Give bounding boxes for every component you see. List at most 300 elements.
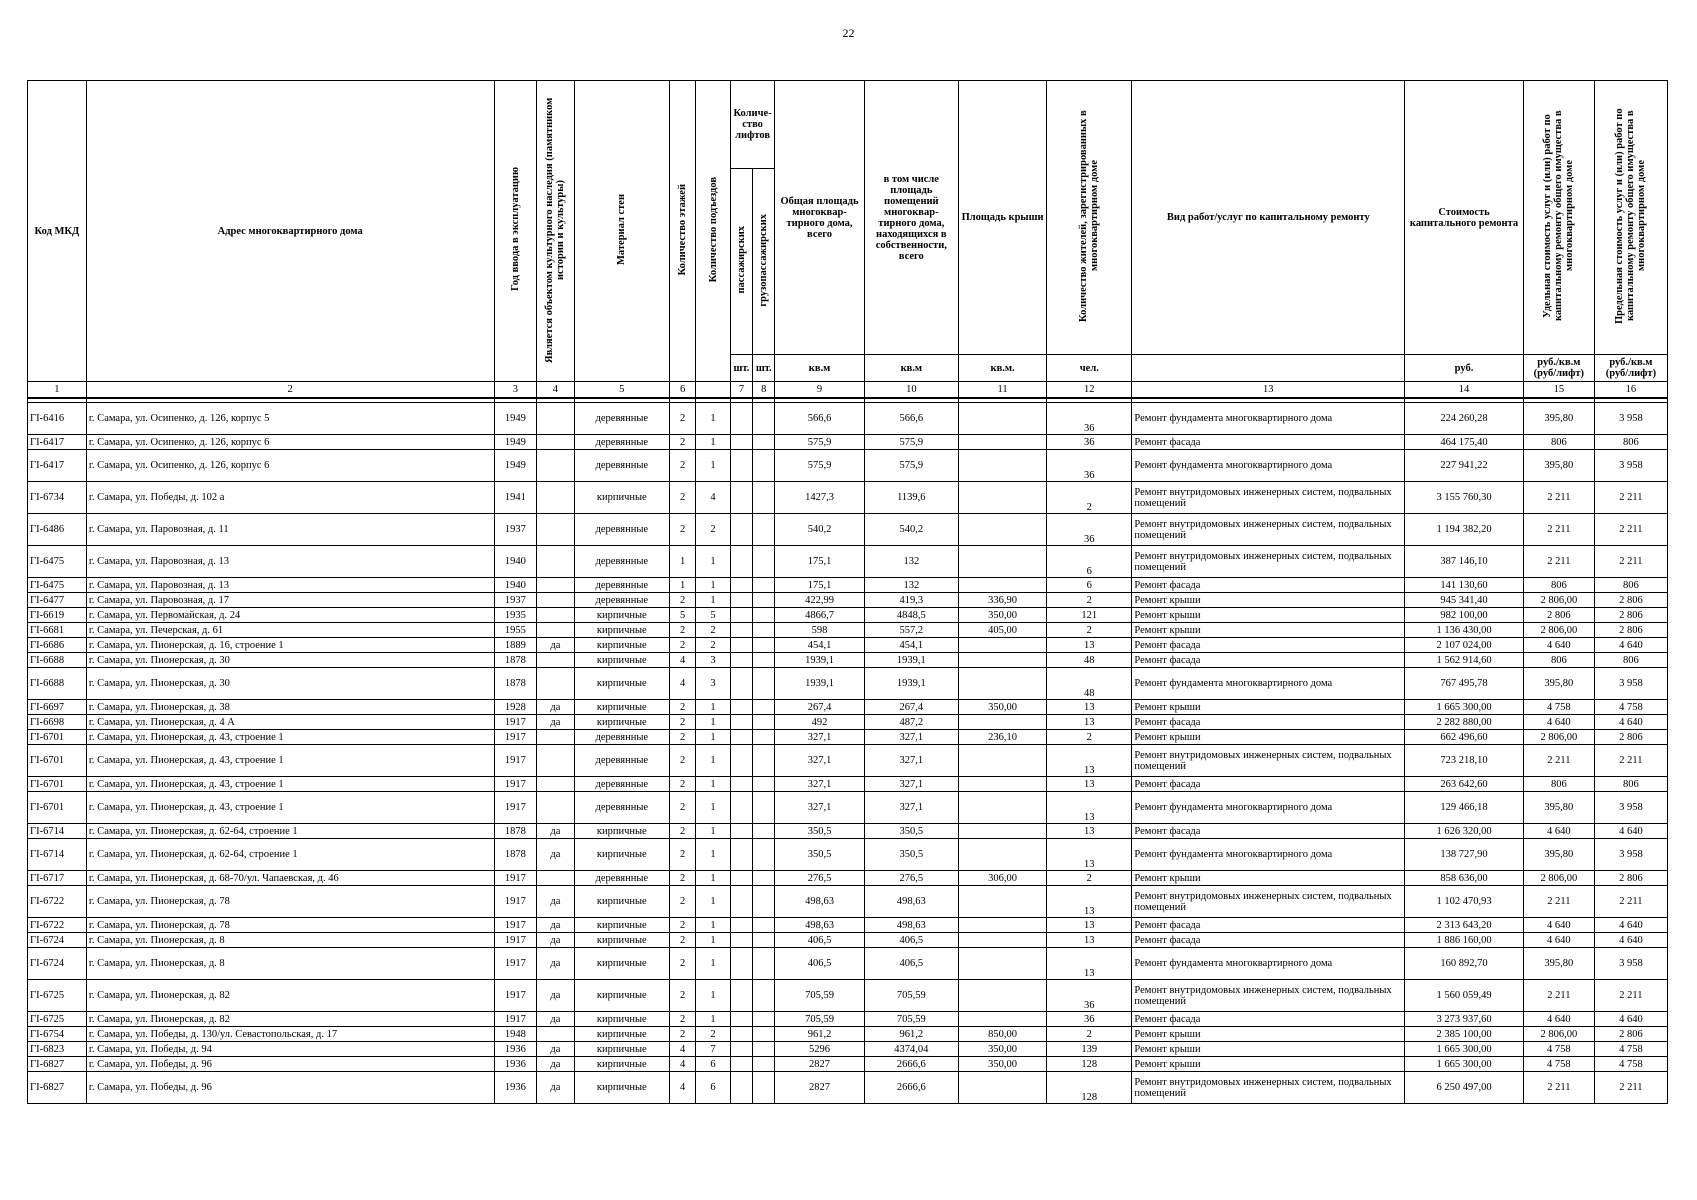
cell-freight-lifts: [753, 593, 775, 608]
cell-material: кирпичные: [574, 623, 669, 638]
column-number: 13: [1132, 382, 1405, 399]
cell-residents: 48: [1047, 653, 1132, 668]
cell-unit-cost: 4 758: [1523, 1057, 1594, 1072]
cell-material: деревянные: [574, 450, 669, 482]
cell-entrances: 5: [696, 608, 730, 623]
cell-cost: 767 495,78: [1405, 668, 1524, 700]
cell-total-area: 540,2: [775, 514, 864, 546]
cell-passenger-lifts: [730, 933, 752, 948]
cell-owned-area: 2666,6: [864, 1072, 958, 1104]
cell-address: г. Самара, ул. Осипенко, д. 126, корпус 5: [86, 403, 494, 435]
cell-roof-area: 350,00: [958, 608, 1046, 623]
table-row: [28, 700, 1668, 715]
cell-cost: 1 665 300,00: [1405, 700, 1524, 715]
cell-owned-area: 961,2: [864, 1027, 958, 1042]
cell-material: деревянные: [574, 730, 669, 745]
cell-unit-cost: 4 758: [1523, 1042, 1594, 1057]
cell-code: ГI-6724: [28, 948, 87, 980]
cell-limit-cost: 3 958: [1594, 948, 1667, 980]
cell-work-type: Ремонт крыши: [1132, 871, 1405, 886]
cell-freight-lifts: [753, 980, 775, 1012]
cell-code: ГI-6688: [28, 668, 87, 700]
cell-address: г. Самара, ул. Паровозная, д. 13: [86, 546, 494, 578]
cell-total-area: 406,5: [775, 948, 864, 980]
cell-heritage: [537, 623, 575, 638]
cell-total-area: 498,63: [775, 886, 864, 918]
cell-work-type: Ремонт фасада: [1132, 1012, 1405, 1027]
cell-code: ГI-6688: [28, 653, 87, 668]
header-code: Код МКД: [28, 81, 87, 382]
cell-heritage: да: [537, 1012, 575, 1027]
cell-floors: 4: [669, 1042, 695, 1057]
cell-material: деревянные: [574, 871, 669, 886]
unit-roof-area: кв.м.: [958, 355, 1046, 382]
cell-work-type: Ремонт фундамента многоквартирного дома: [1132, 839, 1405, 871]
cell-passenger-lifts: [730, 623, 752, 638]
cell-year: 1878: [494, 668, 537, 700]
cell-cost: 1 665 300,00: [1405, 1057, 1524, 1072]
cell-passenger-lifts: [730, 700, 752, 715]
cell-limit-cost: 3 958: [1594, 839, 1667, 871]
cell-total-area: 2827: [775, 1057, 864, 1072]
cell-freight-lifts: [753, 730, 775, 745]
cell-address: г. Самара, ул. Пионерская, д. 78: [86, 886, 494, 918]
cell-passenger-lifts: [730, 482, 752, 514]
cell-unit-cost: 2 211: [1523, 546, 1594, 578]
cell-freight-lifts: [753, 700, 775, 715]
cell-roof-area: [958, 839, 1046, 871]
cell-total-area: 350,5: [775, 824, 864, 839]
cell-entrances: 1: [696, 871, 730, 886]
cell-address: г. Самара, ул. Победы, д. 130/ул. Севастопольская, д. 17: [86, 1027, 494, 1042]
cell-heritage: да: [537, 886, 575, 918]
cell-work-type: Ремонт крыши: [1132, 1057, 1405, 1072]
cell-owned-area: 132: [864, 546, 958, 578]
cell-freight-lifts: [753, 715, 775, 730]
cell-residents: 2: [1047, 482, 1132, 514]
cell-work-type: Ремонт крыши: [1132, 593, 1405, 608]
cell-address: г. Самара, ул. Победы, д. 96: [86, 1072, 494, 1104]
header-roof-area: Площадь крыши: [958, 81, 1046, 355]
cell-owned-area: 1939,1: [864, 653, 958, 668]
cell-cost: 387 146,10: [1405, 546, 1524, 578]
cell-material: деревянные: [574, 745, 669, 777]
cell-total-area: 350,5: [775, 839, 864, 871]
cell-entrances: 2: [696, 1027, 730, 1042]
table-row: [28, 918, 1668, 933]
table-row: [28, 948, 1668, 980]
cell-total-area: 267,4: [775, 700, 864, 715]
cell-cost: 1 102 470,93: [1405, 886, 1524, 918]
cell-freight-lifts: [753, 578, 775, 593]
table-row: [28, 745, 1668, 777]
cell-limit-cost: 4 758: [1594, 700, 1667, 715]
cell-entrances: 1: [696, 403, 730, 435]
cell-passenger-lifts: [730, 1072, 752, 1104]
cell-material: кирпичные: [574, 886, 669, 918]
cell-material: кирпичные: [574, 1042, 669, 1057]
column-number: 9: [775, 382, 864, 399]
cell-passenger-lifts: [730, 948, 752, 980]
cell-entrances: 2: [696, 638, 730, 653]
cell-freight-lifts: [753, 450, 775, 482]
cell-year: 1917: [494, 948, 537, 980]
cell-unit-cost: 2 211: [1523, 482, 1594, 514]
cell-owned-area: 132: [864, 578, 958, 593]
cell-code: ГI-6724: [28, 933, 87, 948]
cell-limit-cost: 806: [1594, 777, 1667, 792]
cell-unit-cost: 395,80: [1523, 948, 1594, 980]
cell-year: 1917: [494, 886, 537, 918]
cell-cost: 1 136 430,00: [1405, 623, 1524, 638]
cell-freight-lifts: [753, 933, 775, 948]
unit-residents: чел.: [1047, 355, 1132, 382]
cell-work-type: Ремонт крыши: [1132, 700, 1405, 715]
cell-owned-area: 4374,04: [864, 1042, 958, 1057]
cell-owned-area: 327,1: [864, 792, 958, 824]
cell-limit-cost: 3 958: [1594, 403, 1667, 435]
cell-passenger-lifts: [730, 435, 752, 450]
cell-heritage: да: [537, 700, 575, 715]
cell-work-type: Ремонт фасада: [1132, 715, 1405, 730]
cell-material: деревянные: [574, 578, 669, 593]
unit-limit-cost: руб./кв.м (руб/лифт): [1594, 355, 1667, 382]
table-row: [28, 886, 1668, 918]
cell-roof-area: [958, 638, 1046, 653]
cell-passenger-lifts: [730, 608, 752, 623]
cell-passenger-lifts: [730, 514, 752, 546]
cell-material: кирпичные: [574, 668, 669, 700]
column-number: 2: [86, 382, 494, 399]
cell-heritage: [537, 777, 575, 792]
cell-year: 1917: [494, 730, 537, 745]
cell-floors: 2: [669, 435, 695, 450]
cell-unit-cost: 2 211: [1523, 745, 1594, 777]
cell-total-area: 498,63: [775, 918, 864, 933]
cell-material: кирпичные: [574, 1027, 669, 1042]
table-row: [28, 608, 1668, 623]
cell-roof-area: [958, 886, 1046, 918]
cell-year: 1917: [494, 777, 537, 792]
cell-unit-cost: 4 758: [1523, 700, 1594, 715]
cell-entrances: 1: [696, 792, 730, 824]
cell-material: кирпичные: [574, 1057, 669, 1072]
unit-cost: руб.: [1405, 355, 1524, 382]
cell-roof-area: 405,00: [958, 623, 1046, 638]
cell-code: ГI-6722: [28, 918, 87, 933]
cell-total-area: 327,1: [775, 730, 864, 745]
cell-passenger-lifts: [730, 839, 752, 871]
cell-work-type: Ремонт крыши: [1132, 730, 1405, 745]
cell-total-area: 175,1: [775, 578, 864, 593]
cell-year: 1948: [494, 1027, 537, 1042]
cell-total-area: 175,1: [775, 546, 864, 578]
cell-work-type: Ремонт фундамента многоквартирного дома: [1132, 668, 1405, 700]
cell-address: г. Самара, ул. Пионерская, д. 43, строение 1: [86, 792, 494, 824]
cell-address: г. Самара, ул. Пионерская, д. 62-64, строение 1: [86, 839, 494, 871]
cell-code: ГI-6734: [28, 482, 87, 514]
cell-roof-area: 336,90: [958, 593, 1046, 608]
cell-heritage: да: [537, 839, 575, 871]
cell-roof-area: [958, 948, 1046, 980]
cell-freight-lifts: [753, 1042, 775, 1057]
cell-entrances: 1: [696, 839, 730, 871]
cell-cost: 141 130,60: [1405, 578, 1524, 593]
cell-heritage: [537, 792, 575, 824]
cell-heritage: [537, 514, 575, 546]
cell-material: кирпичные: [574, 700, 669, 715]
header-work-type: Вид работ/услуг по капитальному ремонту: [1132, 81, 1405, 355]
table-row: [28, 638, 1668, 653]
cell-floors: 4: [669, 1057, 695, 1072]
cell-residents: 2: [1047, 730, 1132, 745]
cell-limit-cost: 2 211: [1594, 886, 1667, 918]
cell-owned-area: 498,63: [864, 886, 958, 918]
cell-passenger-lifts: [730, 980, 752, 1012]
cell-entrances: 1: [696, 948, 730, 980]
cell-cost: 1 626 320,00: [1405, 824, 1524, 839]
cell-entrances: 1: [696, 715, 730, 730]
table-row: [28, 435, 1668, 450]
cell-heritage: да: [537, 1042, 575, 1057]
table-row: [28, 792, 1668, 824]
cell-material: кирпичные: [574, 482, 669, 514]
cell-unit-cost: 2 806,00: [1523, 871, 1594, 886]
column-number: 1: [28, 382, 87, 399]
cell-year: 1917: [494, 715, 537, 730]
cell-year: 1949: [494, 450, 537, 482]
cell-roof-area: [958, 792, 1046, 824]
cell-passenger-lifts: [730, 1057, 752, 1072]
cell-heritage: [537, 450, 575, 482]
column-number: 7: [730, 382, 752, 399]
cell-unit-cost: 806: [1523, 435, 1594, 450]
cell-residents: 2: [1047, 871, 1132, 886]
cell-limit-cost: 2 211: [1594, 514, 1667, 546]
header-entrances: Количество подъездов: [696, 81, 730, 382]
header-address: Адрес многоквартирного дома: [86, 81, 494, 382]
cell-code: ГI-6477: [28, 593, 87, 608]
cell-unit-cost: 395,80: [1523, 403, 1594, 435]
cell-roof-area: [958, 514, 1046, 546]
cell-limit-cost: 806: [1594, 435, 1667, 450]
header-lifts: Количе-ство лифтов: [730, 81, 775, 169]
cell-floors: 2: [669, 745, 695, 777]
cell-total-area: 1939,1: [775, 653, 864, 668]
cell-owned-area: 454,1: [864, 638, 958, 653]
cell-material: деревянные: [574, 435, 669, 450]
cell-owned-area: 276,5: [864, 871, 958, 886]
cell-passenger-lifts: [730, 1042, 752, 1057]
cell-work-type: Ремонт фасада: [1132, 435, 1405, 450]
cell-unit-cost: 4 640: [1523, 715, 1594, 730]
cell-owned-area: 705,59: [864, 980, 958, 1012]
column-number: 14: [1405, 382, 1524, 399]
cell-residents: 13: [1047, 948, 1132, 980]
cell-roof-area: [958, 1012, 1046, 1027]
cell-heritage: [537, 403, 575, 435]
cell-entrances: 7: [696, 1042, 730, 1057]
cell-floors: 2: [669, 1027, 695, 1042]
cell-entrances: 1: [696, 918, 730, 933]
cell-entrances: 6: [696, 1072, 730, 1104]
header-limit-cost: Предельная стоимость услуг и (или) работ по капитальному ремонту общего имущества в многоквартирном доме: [1594, 81, 1667, 355]
cell-floors: 2: [669, 886, 695, 918]
cell-residents: 13: [1047, 792, 1132, 824]
cell-code: ГI-6475: [28, 578, 87, 593]
cell-year: 1878: [494, 824, 537, 839]
cell-total-area: 2827: [775, 1072, 864, 1104]
cell-entrances: 1: [696, 593, 730, 608]
table-row: [28, 824, 1668, 839]
cell-limit-cost: 2 211: [1594, 1072, 1667, 1104]
cell-floors: 2: [669, 824, 695, 839]
cell-freight-lifts: [753, 623, 775, 638]
cell-total-area: 598: [775, 623, 864, 638]
cell-floors: 2: [669, 700, 695, 715]
cell-cost: 1 886 160,00: [1405, 933, 1524, 948]
cell-work-type: Ремонт фундамента многоквартирного дома: [1132, 450, 1405, 482]
column-number: [696, 382, 730, 399]
cell-work-type: Ремонт крыши: [1132, 623, 1405, 638]
cell-limit-cost: 2 806: [1594, 623, 1667, 638]
cell-residents: 36: [1047, 435, 1132, 450]
cell-residents: 13: [1047, 638, 1132, 653]
cell-limit-cost: 4 758: [1594, 1057, 1667, 1072]
table-row: [28, 839, 1668, 871]
cell-material: деревянные: [574, 514, 669, 546]
table-row: [28, 593, 1668, 608]
cell-material: кирпичные: [574, 824, 669, 839]
cell-floors: 1: [669, 578, 695, 593]
cell-roof-area: [958, 980, 1046, 1012]
cell-entrances: 1: [696, 886, 730, 918]
cell-total-area: 705,59: [775, 980, 864, 1012]
cell-residents: 121: [1047, 608, 1132, 623]
cell-year: 1878: [494, 839, 537, 871]
cell-roof-area: [958, 403, 1046, 435]
cell-floors: 2: [669, 948, 695, 980]
cell-work-type: Ремонт фасада: [1132, 578, 1405, 593]
header-unit-cost: Удельная стоимость услуг и (или) работ по капитальному ремонту общего имущества в многоквартирном доме: [1523, 81, 1594, 355]
cell-heritage: [537, 482, 575, 514]
cell-entrances: 1: [696, 546, 730, 578]
cell-address: г. Самара, ул. Пионерская, д. 38: [86, 700, 494, 715]
cell-total-area: 422,99: [775, 593, 864, 608]
cell-floors: 2: [669, 730, 695, 745]
cell-heritage: [537, 608, 575, 623]
cell-freight-lifts: [753, 1012, 775, 1027]
unit-work-type: [1132, 355, 1405, 382]
cell-year: 1955: [494, 623, 537, 638]
cell-passenger-lifts: [730, 871, 752, 886]
cell-limit-cost: 806: [1594, 578, 1667, 593]
table-row: [28, 668, 1668, 700]
cell-heritage: да: [537, 1072, 575, 1104]
cell-cost: 982 100,00: [1405, 608, 1524, 623]
header-total-area: Общая площадь многоквар-тирного дома, всего: [775, 81, 864, 355]
column-number: 16: [1594, 382, 1667, 399]
cell-freight-lifts: [753, 608, 775, 623]
cell-entrances: 3: [696, 653, 730, 668]
cell-unit-cost: 4 640: [1523, 638, 1594, 653]
cell-cost: 723 218,10: [1405, 745, 1524, 777]
cell-residents: 13: [1047, 715, 1132, 730]
cell-heritage: [537, 593, 575, 608]
cell-floors: 2: [669, 918, 695, 933]
cell-limit-cost: 4 640: [1594, 638, 1667, 653]
cell-code: ГI-6686: [28, 638, 87, 653]
cell-code: ГI-6697: [28, 700, 87, 715]
cell-floors: 4: [669, 668, 695, 700]
cell-roof-area: [958, 918, 1046, 933]
cell-limit-cost: 2 806: [1594, 608, 1667, 623]
cell-passenger-lifts: [730, 918, 752, 933]
cell-code: ГI-6417: [28, 450, 87, 482]
cell-cost: 2 385 100,00: [1405, 1027, 1524, 1042]
cell-year: 1928: [494, 700, 537, 715]
cell-roof-area: 306,00: [958, 871, 1046, 886]
cell-code: ГI-6701: [28, 777, 87, 792]
cell-code: ГI-6486: [28, 514, 87, 546]
cell-work-type: Ремонт фасада: [1132, 918, 1405, 933]
cell-year: 1949: [494, 403, 537, 435]
cell-unit-cost: 2 211: [1523, 886, 1594, 918]
cell-owned-area: 1139,6: [864, 482, 958, 514]
cell-cost: 3 273 937,60: [1405, 1012, 1524, 1027]
table-row: [28, 730, 1668, 745]
cell-year: 1941: [494, 482, 537, 514]
cell-unit-cost: 395,80: [1523, 792, 1594, 824]
cell-limit-cost: 2 806: [1594, 593, 1667, 608]
cell-work-type: Ремонт фасада: [1132, 933, 1405, 948]
cell-code: ГI-6725: [28, 1012, 87, 1027]
cell-passenger-lifts: [730, 638, 752, 653]
cell-passenger-lifts: [730, 777, 752, 792]
cell-code: ГI-6823: [28, 1042, 87, 1057]
column-number: 15: [1523, 382, 1594, 399]
cell-entrances: 1: [696, 980, 730, 1012]
cell-material: деревянные: [574, 593, 669, 608]
cell-limit-cost: 4 640: [1594, 1012, 1667, 1027]
cell-cost: 1 665 300,00: [1405, 1042, 1524, 1057]
cell-address: г. Самара, ул. Пионерская, д. 8: [86, 933, 494, 948]
cell-work-type: Ремонт фасада: [1132, 638, 1405, 653]
cell-owned-area: 575,9: [864, 435, 958, 450]
cell-cost: 2 282 880,00: [1405, 715, 1524, 730]
cell-passenger-lifts: [730, 824, 752, 839]
cell-freight-lifts: [753, 546, 775, 578]
cell-unit-cost: 395,80: [1523, 839, 1594, 871]
cell-work-type: Ремонт крыши: [1132, 1042, 1405, 1057]
cell-residents: 2: [1047, 1027, 1132, 1042]
cell-limit-cost: 3 958: [1594, 450, 1667, 482]
cell-material: кирпичные: [574, 653, 669, 668]
cell-floors: 2: [669, 514, 695, 546]
cell-code: ГI-6701: [28, 730, 87, 745]
cell-material: кирпичные: [574, 715, 669, 730]
unit-unit-cost: руб./кв.м (руб/лифт): [1523, 355, 1594, 382]
cell-material: деревянные: [574, 777, 669, 792]
cell-total-area: 566,6: [775, 403, 864, 435]
cell-work-type: Ремонт внутридомовых инженерных систем, подвальных помещений: [1132, 980, 1405, 1012]
cell-owned-area: 267,4: [864, 700, 958, 715]
column-number: 5: [574, 382, 669, 399]
unit-freight-lifts: шт.: [753, 355, 775, 382]
cell-address: г. Самара, ул. Первомайская, д. 24: [86, 608, 494, 623]
cell-total-area: 4866,7: [775, 608, 864, 623]
column-number: 12: [1047, 382, 1132, 399]
